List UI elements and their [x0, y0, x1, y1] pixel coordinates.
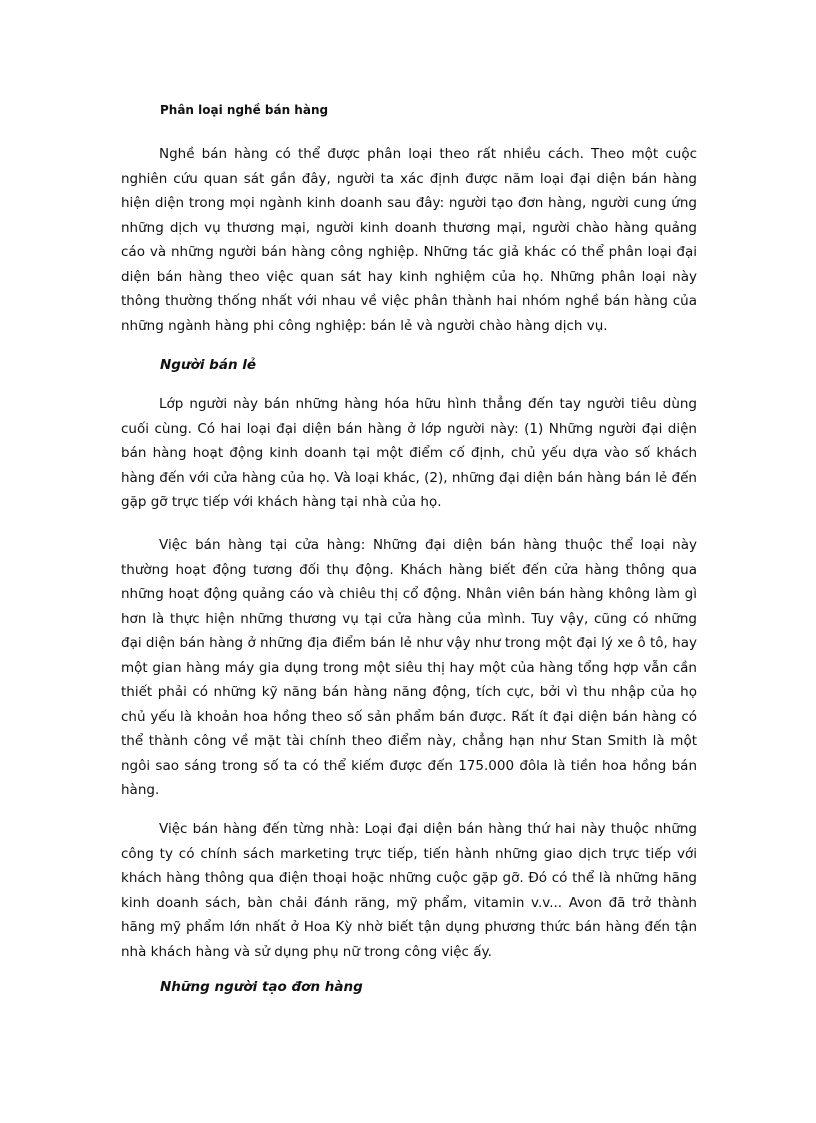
paragraph-classification-intro: Nghề bán hàng có thể được phân loại theo rất nhiều cách. Theo một cuộc nghiên cứu quan sát gần đây, người ta xác định được năm loại đại diện bán hàng hiện diện trong mọi ngành kinh doanh sau đây: người tạo đơn hàng, người cung ứng những dịch vụ thương mại, người kinh doanh thương mại, người chào hàng quảng cáo và những người bán hàng công nghiệp. Những tác giả khác có thể phân loại đại diện bán hàng theo việc quan sát hay kinh nghiệm của họ. Những phân loại này thông thường thống nhất với nhau về việc phân thành hai nhóm nghề bán hàng của những ngành hàng phi công nghiệp: bán lẻ và người chào hàng dịch vụ. [121, 146, 697, 334]
paragraph-in-store-selling: Việc bán hàng tại cửa hàng: Những đại diện bán hàng thuộc thể loại này thường hoạt động tương đối thụ động. Khách hàng biết đến cửa hàng thông qua những hoạt động quảng cáo và chiêu thị cổ động. Nhân viên bán hàng không làm gì hơn là thực hiện những thương vụ tại cửa hàng của mình. Tuy vậy, cũng có những đại diện bán hàng ở những địa điểm bán lẻ như vậy như trong một đại lý xe ô tô, hay một gian hàng máy gia dụng trong một siêu thị hay một của hàng tổng hợp vẫn cần thiết phải có những kỹ năng bán hàng năng động, tích cực, bởi vì thu nhập của họ chủ yếu là khoản hoa hồng theo số sản phẩm bán được. Rất ít đại diện bán hàng có thể thành công về mặt tài chính theo điểm này, chẳng hạn như Stan Smith là một ngôi sao sáng trong số ta có thể kiếm được đến 175.000 đôla là tiền hoa hồng bán hàng. [121, 537, 697, 798]
section-heading-order-takers: Những người tạo đơn hàng [160, 979, 363, 995]
paragraph-retail-seller: Lớp người này bán những hàng hóa hữu hình thẳng đến tay người tiêu dùng cuối cùng. Có hai loại đại diện bán hàng ở lớp người này: (1) Những người đại diện bán hàng hoạt động kinh doanh tại một điểm cố định, chủ yếu dựa vào số khách hàng đến với cửa hàng của họ. Và loại khác, (2), những đại diện bán hàng bán lẻ đến gặp gỡ trực tiếp với khách hàng tại nhà của họ. [121, 396, 697, 510]
paragraph-door-to-door-selling: Việc bán hàng đến từng nhà: Loại đại diện bán hàng thứ hai này thuộc những công ty có chính sách marketing trực tiếp, tiến hành những giao dịch trực tiếp với khách hàng thông qua điện thoại hoặc những cuộc gặp gỡ. Đó có thể là những hãng kinh doanh sách, bàn chải đánh răng, mỹ phẩm, vitamin v.v... Avon đã trở thành hãng mỹ phẩm lớn nhất ở Hoa Kỳ nhờ biết tận dụng phương thức bán hàng đến tận nhà khách hàng và sử dụng phụ nữ trong công việc ấy. [121, 821, 697, 960]
section-heading-retail-seller: Người bán lẻ [160, 357, 257, 373]
document-title: Phân loại nghề bán hàng [160, 103, 329, 117]
